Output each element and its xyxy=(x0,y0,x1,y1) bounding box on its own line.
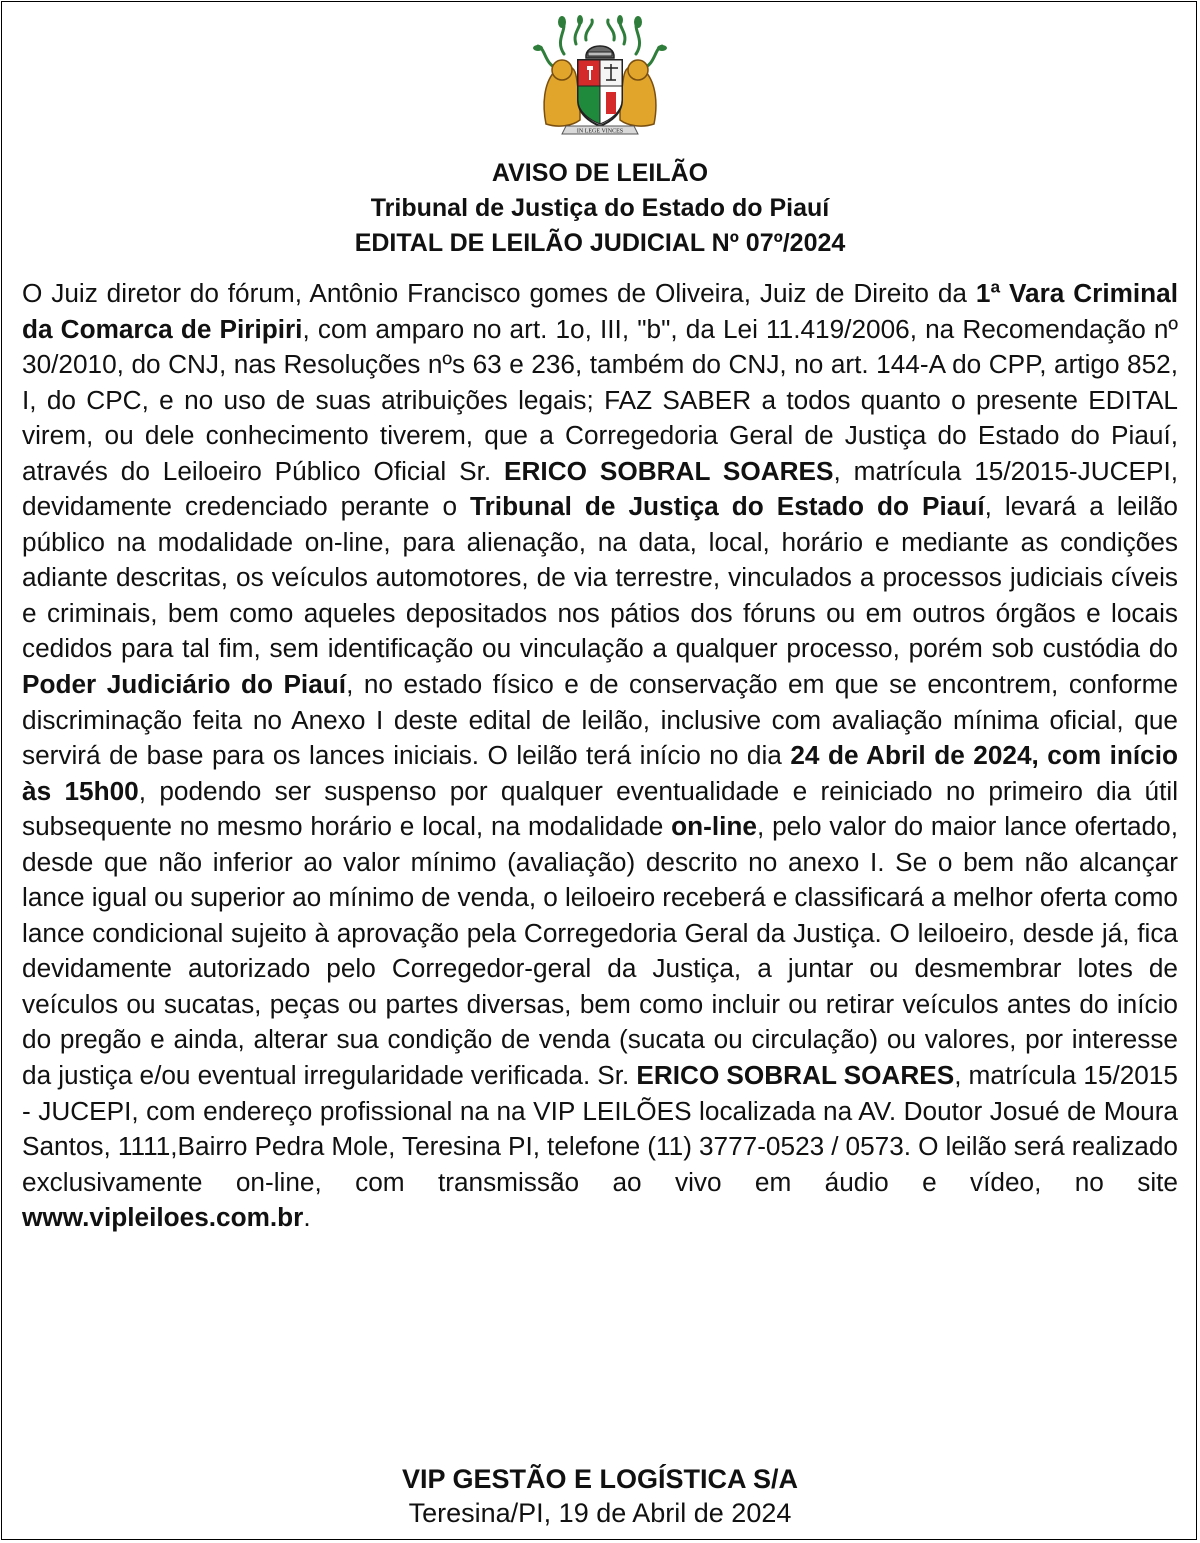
auctioneer-name: ERICO SOBRAL SOARES xyxy=(504,455,834,486)
company-name: VIP GESTÃO E LOGÍSTICA S/A xyxy=(401,1464,799,1494)
auctioneer-name-2: ERICO SOBRAL SOARES xyxy=(636,1060,955,1091)
auction-mode: on-line xyxy=(671,811,757,842)
judiciary-name: Poder Judiciário do Piauí xyxy=(22,669,347,700)
emblem-motto: IN LEGE VINCES xyxy=(576,128,624,135)
court-division: 1ª Vara Criminal da Comarca de Piripiri xyxy=(22,278,1178,344)
court-name: Tribunal de Justiça do Estado do Piauí xyxy=(370,194,830,222)
place-and-date: Teresina/PI, 19 de Abril de 2024 xyxy=(408,1498,792,1528)
edict-body: O Juiz diretor do fórum, Antônio Francisco gomes de Oliveira, Juiz de Direito da 1ª Vara Criminal da Comarca de Piripiri, com amparo no art. 1o, III, "b", da Lei 11.419/2006, na Recomendação nº 30/2010, do CNJ, nas Resoluções nºs 63 e 236, também do CNJ, no art. 144-A do CPP, artigo 852, I, do CPC, e no uso de suas atribuições legais; FAZ SABER a todos quanto o presente EDITAL virem, ou dele conhecimento tiverem, que a Corregedoria Geral de Justiça do Estado do Piauí, através do Leiloeiro Público Oficial Sr. ERICO SOBRAL SOARES, matrícula 15/2015-JUCEPI, devidamente credenciado perante o Tribunal de Justiça do Estado do Piauí, levará a leilão público na modalidade on-line, para alienação, na data, local, horário e mediante as condições adiante descritas, os veículos automotores, de via terrestre, vinculados a processos judiciais cíveis e criminais, bem como aqueles depositados nos pátios dos fóruns ou em outros órgãos e locais cedidos para tal fim, sem identificação ou vinculação a qualquer processo, porém sob custódia do Poder Judiciário do Piauí, no estado físico e de conservação em que se encontrem, conforme discriminação feita no Anexo I deste edital de leilão, inclusive com avaliação mínima oficial, que servirá de base para os lances iniciais. O leilão terá início no dia 24 de Abril de 2024, com início às 15h00, podendo ser suspenso por qualquer eventualidade e reiniciado no primeiro dia útil subsequente no mesmo horário e local, na modalidade on-line, pelo valor do maior lance ofertado, desde que não inferior ao valor mínimo (avaliação) descrito no anexo I. Se o bem não alcançar lance igual ou superior ao mínimo de venda, o leiloeiro receberá e classificará a melhor oferta como lance condicional sujeito à aprovação pela Corregedoria Geral da Justiça. O leiloeiro, desde já, fica devidamente autorizado pelo Corregedor-geral da Justiça, a juntar ou desmembrar lotes de veículos ou sucatas, peças ou partes diversas, bem como incluir ou retirar veículos antes do início do pregão e ainda, alterar sua condição de venda (sucata ou circulação) ou valores, por interesse da justiça e/ou eventual irregularidade verificada. Sr. ERICO SOBRAL SOARES, matrícula 15/2015 - JUCEPI, com endereço profissional na na VIP LEILÕES localizada na AV. Doutor Josué de Moura Santos, 1111,Bairro Pedra Mole, Teresina PI, telefone (11) 3777-0523 / 0573. O leilão será realizado exclusivamente on-line, com transmissão ao vivo em áudio e vídeo, no site www.vipleiloes.com.br. xyxy=(22,278,1179,1233)
coat-of-arms-icon xyxy=(524,14,676,138)
auction-website: www.vipleiloes.com.br xyxy=(22,1202,304,1233)
notice-title: AVISO DE LEILÃO xyxy=(491,159,709,187)
edict-number: EDITAL DE LEILÃO JUDICIAL Nº 07º/2024 xyxy=(354,229,846,257)
tribunal-name: Tribunal de Justiça do Estado do Piauí xyxy=(470,491,985,522)
auction-date: 24 de Abril de 2024, com início às 15h00 xyxy=(22,740,1178,806)
